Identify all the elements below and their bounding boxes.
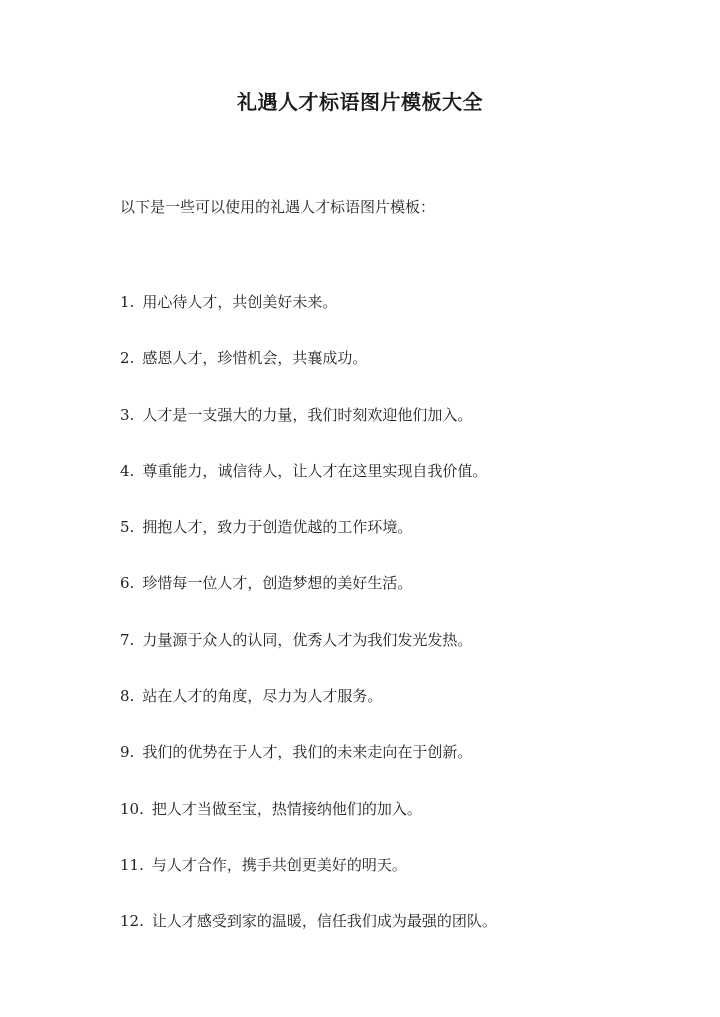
- item-number: 12.: [120, 912, 144, 931]
- slogan-list: [120, 290, 497, 966]
- item-text: 珍惜每一位人才，创造梦想的美好生活。: [142, 574, 413, 593]
- list-item: [120, 571, 497, 627]
- item-text: 力量源于众人的认同，优秀人才为我们发光发热。: [142, 630, 473, 649]
- item-number: 11.: [120, 855, 144, 874]
- list-item: [120, 515, 497, 571]
- list-item: [120, 403, 497, 459]
- item-number: 1.: [120, 293, 135, 311]
- list-item: [120, 684, 497, 740]
- item-number: 10.: [120, 799, 144, 818]
- intro-paragraph: 以下是一些可以使用的礼遇人才标语图片模板：: [120, 198, 436, 216]
- item-number: 6.: [120, 574, 135, 593]
- item-number: 2.: [120, 349, 135, 368]
- item-text: 拥抱人才，致力于创造优越的工作环境。: [142, 518, 413, 537]
- list-item: [120, 346, 497, 402]
- item-text: 用心待人才，共创美好未来。: [142, 293, 338, 311]
- list-item: [120, 628, 497, 684]
- item-number: 9.: [120, 743, 135, 762]
- item-text: 站在人才的角度，尽力为人才服务。: [142, 687, 383, 706]
- item-text: 感恩人才，珍惜机会，共襄成功。: [142, 349, 368, 368]
- page-title: 礼遇人才标语图片模板大全: [237, 90, 483, 114]
- list-item: [120, 459, 497, 515]
- item-number: 4.: [120, 461, 135, 480]
- item-text: 与人才合作，携手共创更美好的明天。: [151, 855, 407, 874]
- list-item: [120, 853, 497, 909]
- list-item: [120, 909, 497, 965]
- list-item: [120, 797, 497, 853]
- item-text: 让人才感受到家的温暖，信任我们成为最强的团队。: [151, 912, 497, 931]
- item-text: 我们的优势在于人才，我们的未来走向在于创新。: [142, 743, 473, 762]
- item-number: 8.: [120, 687, 135, 706]
- item-text: 人才是一支强大的力量，我们时刻欢迎他们加入。: [142, 405, 473, 424]
- item-number: 5.: [120, 518, 135, 537]
- item-text: 把人才当做至宝，热情接纳他们的加入。: [151, 799, 422, 818]
- item-number: 3.: [120, 405, 135, 424]
- list-item: [120, 740, 497, 796]
- list-item: [120, 290, 497, 346]
- item-number: 7.: [120, 630, 135, 649]
- item-text: 尊重能力，诚信待人，让人才在这里实现自我价值。: [142, 461, 488, 480]
